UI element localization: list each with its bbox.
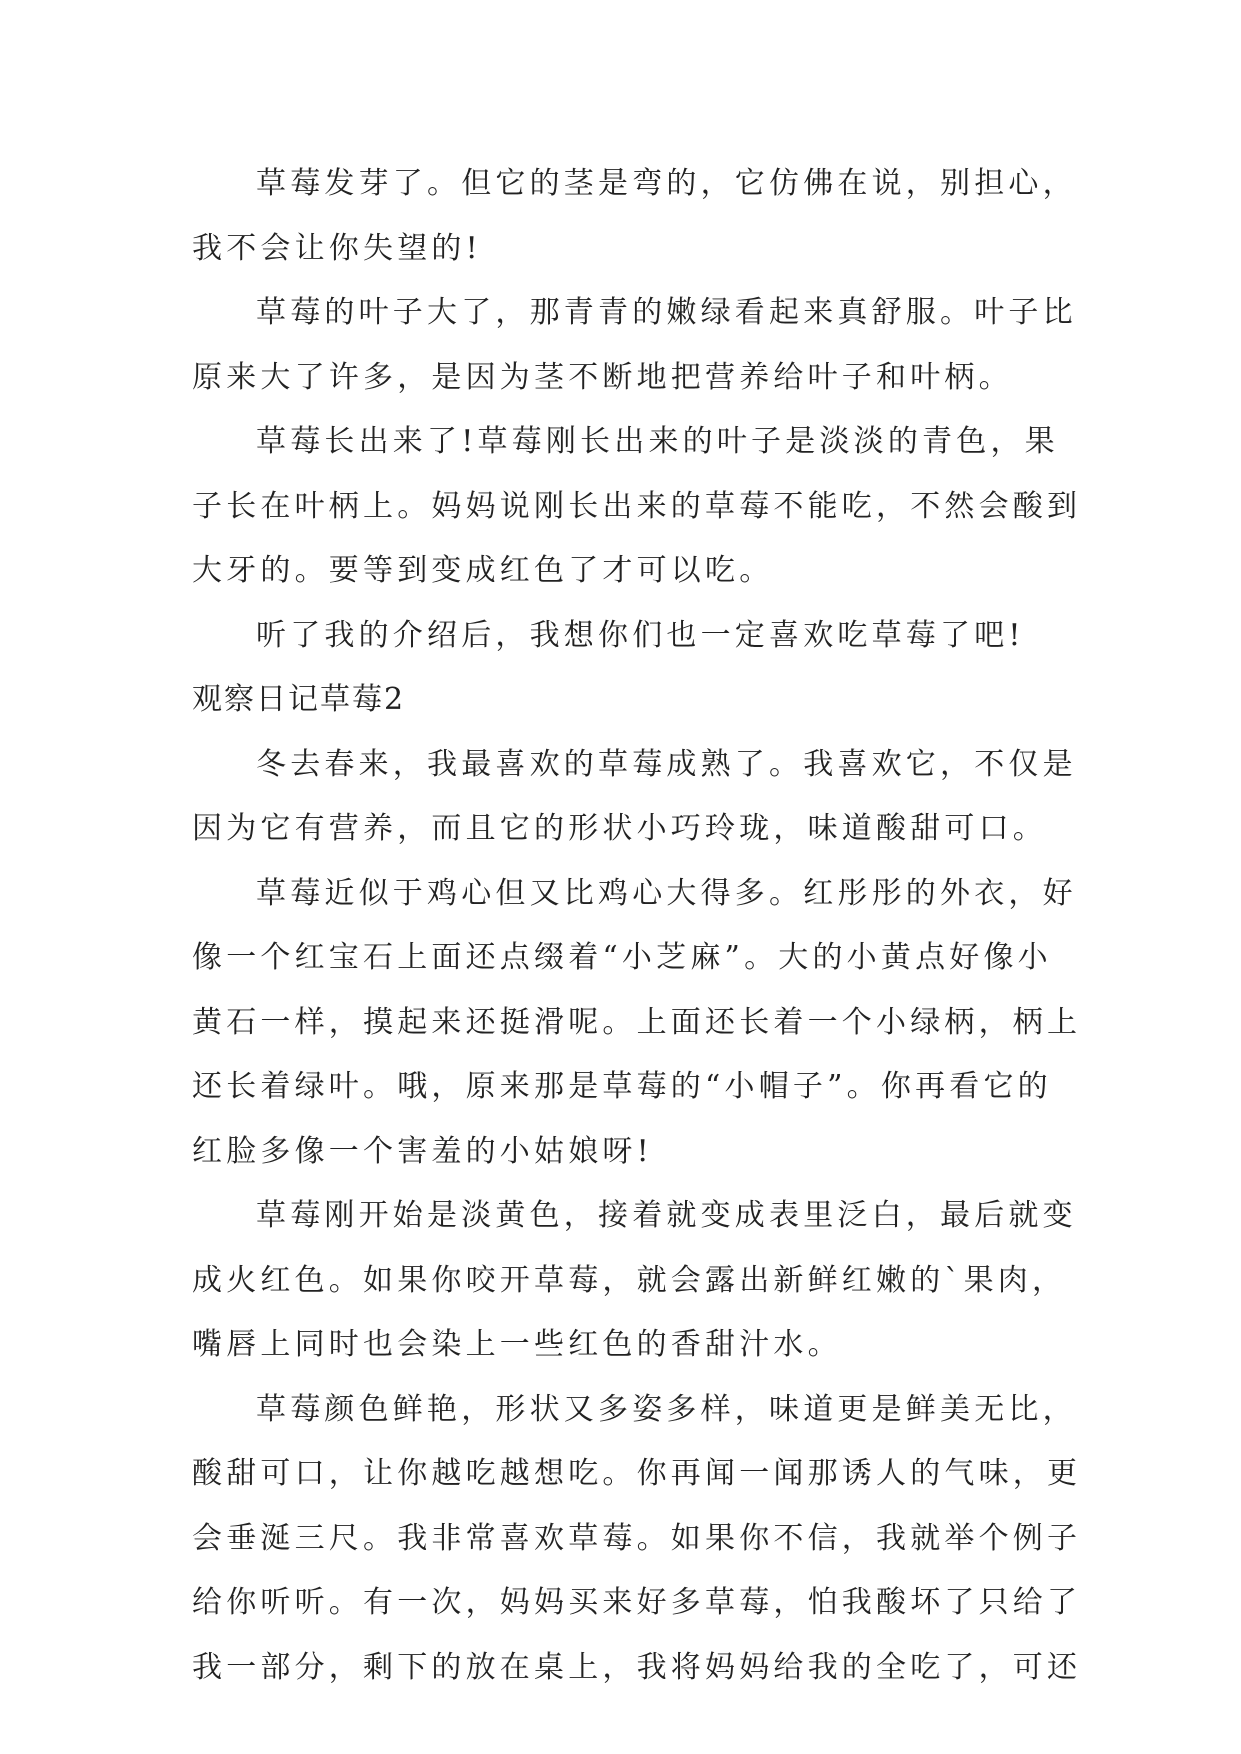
paragraph-line: 草莓的叶子大了，那青青的嫩绿看起来真舒服。叶子比: [256, 295, 1077, 330]
paragraph-line: 子长在叶柄上。妈妈说刚长出来的草莓不能吃，不然会酸到: [192, 488, 1082, 524]
paragraph-line: 还长着绿叶。哦，原来那是草莓的“小帽子”。你再看它的: [192, 1069, 1052, 1104]
paragraph-line: 草莓长出来了!草莓刚长出来的叶子是淡淡的青色，果: [256, 424, 1059, 459]
paragraph-line: 红脸多像一个害羞的小姑娘呀!: [192, 1133, 653, 1169]
section-heading: 观察日记草莓2: [192, 682, 406, 717]
paragraph-line: 原来大了许多，是因为茎不断地把营养给叶子和叶柄。: [192, 359, 1013, 395]
paragraph-line: 大牙的。要等到变成红色了才可以吃。: [192, 553, 774, 588]
paragraph-line: 酸甜可口，让你越吃越想吃。你再闻一闻那诱人的气味，更: [192, 1456, 1082, 1491]
paragraph-line: 草莓发芽了。但它的茎是弯的，它仿佛在说，别担心，: [256, 166, 1077, 201]
paragraph-line: 会垂涎三尺。我非常喜欢草莓。如果你不信，我就举个例子: [192, 1520, 1082, 1556]
paragraph-line: 给你听听。有一次，妈妈买来好多草莓，怕我酸坏了只给了: [192, 1585, 1082, 1620]
document-body: [192, 152, 1082, 1700]
paragraph-line: 草莓近似于鸡心但又比鸡心大得多。红彤彤的外衣，好: [256, 875, 1077, 911]
paragraph-line: 我不会让你失望的!: [192, 230, 482, 266]
paragraph-line: 嘴唇上同时也会染上一些红色的香甜汁水。: [192, 1327, 842, 1362]
paragraph-line: 像一个红宝石上面还点缀着“小芝麻”。大的小黄点好像小: [192, 940, 1052, 975]
paragraph-line: 成火红色。如果你咬开草莓，就会露出新鲜红嫩的`果肉，: [192, 1262, 1067, 1298]
paragraph-line: 草莓颜色鲜艳，形状又多姿多样，味道更是鲜美无比，: [256, 1391, 1077, 1427]
paragraph-line: 因为它有营养，而且它的形状小巧玲珑，味道酸甜可口。: [192, 811, 1047, 846]
paragraph-line: 听了我的介绍后，我想你们也一定喜欢吃草莓了吧!: [256, 617, 1025, 653]
paragraph-line: 我一部分，剩下的放在桌上，我将妈妈给我的全吃了，可还: [192, 1649, 1082, 1685]
paragraph-line: 冬去春来，我最喜欢的草莓成熟了。我喜欢它，不仅是: [256, 746, 1077, 782]
paragraph-line: 草莓刚开始是淡黄色，接着就变成表里泛白，最后就变: [256, 1198, 1077, 1233]
paragraph-line: 黄石一样，摸起来还挺滑呢。上面还长着一个小绿柄，柄上: [192, 1004, 1082, 1040]
